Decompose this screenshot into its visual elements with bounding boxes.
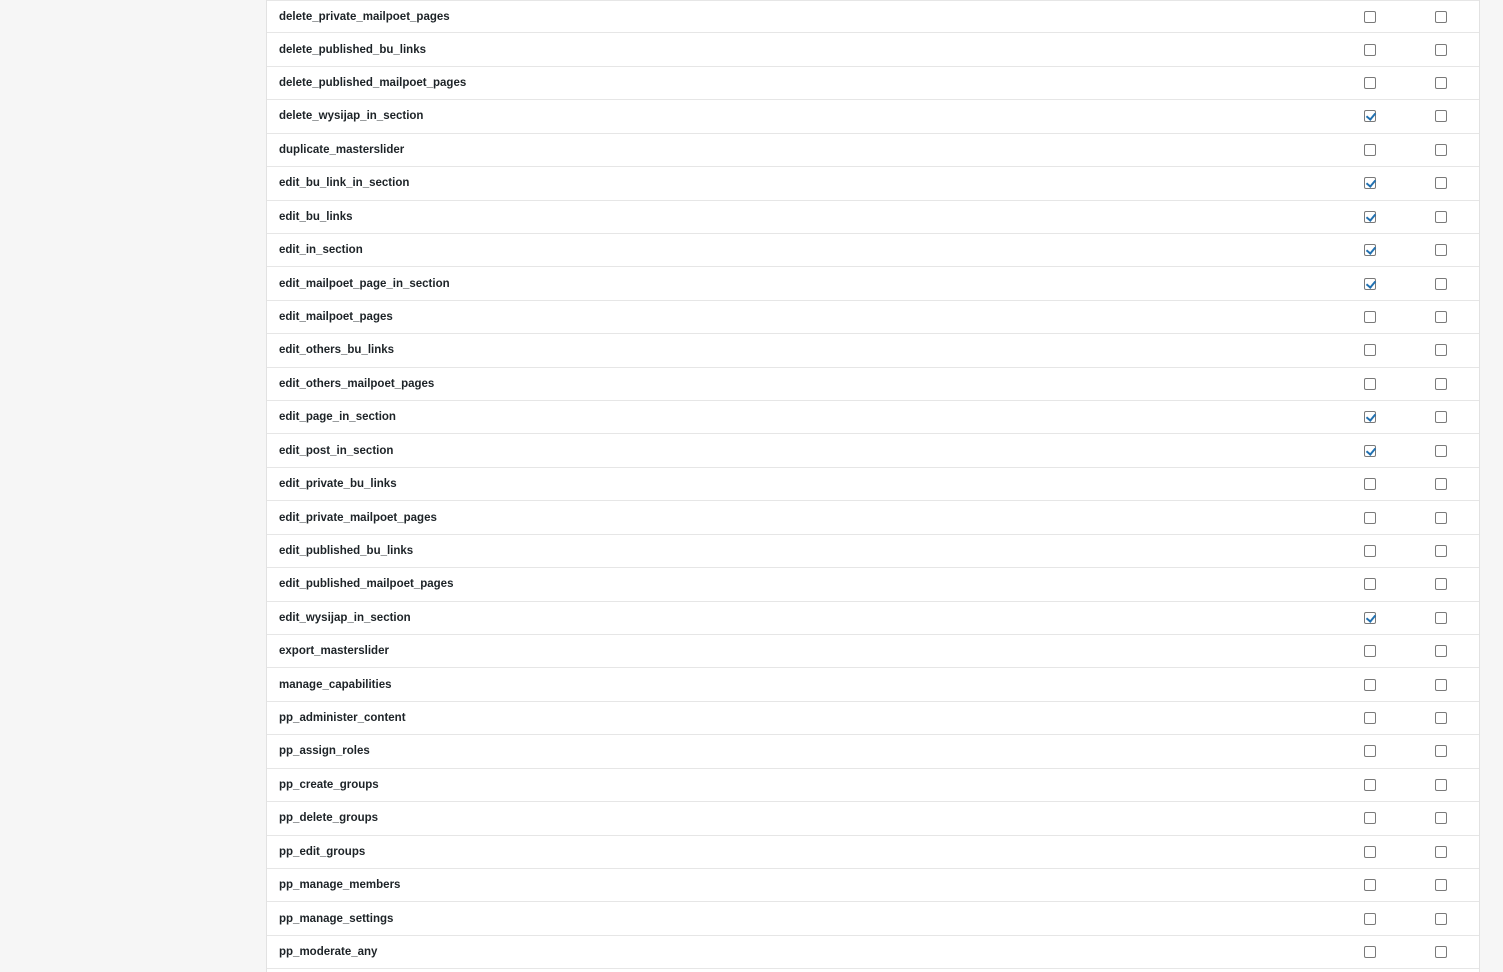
capability-row bbox=[267, 869, 1479, 902]
capability-row bbox=[267, 936, 1479, 969]
deny-checkbox[interactable] bbox=[1435, 745, 1447, 757]
deny-checkbox[interactable] bbox=[1435, 512, 1447, 524]
capability-name: pp_manage_members bbox=[279, 879, 401, 892]
grant-checkbox[interactable] bbox=[1364, 578, 1376, 590]
capability-row bbox=[267, 368, 1479, 401]
capability-row bbox=[267, 668, 1479, 701]
deny-checkbox[interactable] bbox=[1435, 110, 1447, 122]
capability-name: duplicate_masterslider bbox=[279, 143, 405, 156]
grant-checkbox[interactable] bbox=[1364, 745, 1376, 757]
deny-checkbox[interactable] bbox=[1435, 211, 1447, 223]
grant-checkbox[interactable] bbox=[1364, 278, 1376, 290]
deny-checkbox[interactable] bbox=[1435, 545, 1447, 557]
checkmark-icon bbox=[1366, 445, 1376, 456]
checkmark-icon bbox=[1366, 411, 1376, 422]
checkmark-icon bbox=[1366, 612, 1376, 623]
capability-row bbox=[267, 234, 1479, 267]
capability-row bbox=[267, 468, 1479, 501]
capability-row bbox=[267, 33, 1479, 66]
capability-row bbox=[267, 769, 1479, 802]
deny-checkbox[interactable] bbox=[1435, 946, 1447, 958]
grant-checkbox[interactable] bbox=[1364, 812, 1376, 824]
capability-row bbox=[267, 501, 1479, 534]
checkmark-icon bbox=[1366, 111, 1376, 122]
grant-checkbox[interactable] bbox=[1364, 211, 1376, 223]
capability-name: edit_page_in_section bbox=[279, 411, 396, 424]
grant-checkbox[interactable] bbox=[1364, 478, 1376, 490]
checkmark-icon bbox=[1366, 177, 1376, 188]
capability-name: edit_post_in_section bbox=[279, 444, 394, 457]
grant-checkbox[interactable] bbox=[1364, 411, 1376, 423]
grant-checkbox[interactable] bbox=[1364, 378, 1376, 390]
capability-row bbox=[267, 401, 1479, 434]
deny-checkbox[interactable] bbox=[1435, 879, 1447, 891]
deny-checkbox[interactable] bbox=[1435, 578, 1447, 590]
deny-checkbox[interactable] bbox=[1435, 411, 1447, 423]
capability-row bbox=[267, 0, 1479, 33]
deny-checkbox[interactable] bbox=[1435, 11, 1447, 23]
capability-row bbox=[267, 301, 1479, 334]
capability-name: edit_bu_links bbox=[279, 210, 353, 223]
capability-row bbox=[267, 802, 1479, 835]
capability-name: pp_assign_roles bbox=[279, 745, 370, 758]
grant-checkbox[interactable] bbox=[1364, 77, 1376, 89]
deny-checkbox[interactable] bbox=[1435, 177, 1447, 189]
capability-name: pp_administer_content bbox=[279, 712, 406, 725]
deny-checkbox[interactable] bbox=[1435, 478, 1447, 490]
grant-checkbox[interactable] bbox=[1364, 445, 1376, 457]
grant-checkbox[interactable] bbox=[1364, 144, 1376, 156]
deny-checkbox[interactable] bbox=[1435, 278, 1447, 290]
capabilities-table bbox=[266, 0, 1480, 972]
capability-name: edit_others_bu_links bbox=[279, 344, 395, 357]
capability-name: pp_moderate_any bbox=[279, 946, 378, 959]
capability-name: manage_capabilities bbox=[279, 678, 392, 691]
capability-row bbox=[267, 167, 1479, 200]
capability-name: edit_published_bu_links bbox=[279, 544, 414, 557]
capability-row bbox=[267, 568, 1479, 601]
capability-name: edit_private_mailpoet_pages bbox=[279, 511, 437, 524]
deny-checkbox[interactable] bbox=[1435, 612, 1447, 624]
capability-name: edit_mailpoet_pages bbox=[279, 311, 393, 323]
deny-checkbox[interactable] bbox=[1435, 311, 1447, 323]
grant-checkbox[interactable] bbox=[1364, 110, 1376, 122]
grant-checkbox[interactable] bbox=[1364, 612, 1376, 624]
deny-checkbox[interactable] bbox=[1435, 144, 1447, 156]
grant-checkbox[interactable] bbox=[1364, 44, 1376, 56]
capability-name: pp_manage_settings bbox=[279, 912, 394, 925]
grant-checkbox[interactable] bbox=[1364, 846, 1376, 858]
grant-checkbox[interactable] bbox=[1364, 779, 1376, 791]
capability-name: delete_private_mailpoet_pages bbox=[279, 10, 450, 23]
grant-checkbox[interactable] bbox=[1364, 712, 1376, 724]
deny-checkbox[interactable] bbox=[1435, 913, 1447, 925]
capability-row bbox=[267, 67, 1479, 100]
deny-checkbox[interactable] bbox=[1435, 244, 1447, 256]
capability-row bbox=[267, 535, 1479, 568]
deny-checkbox[interactable] bbox=[1435, 378, 1447, 390]
capability-row bbox=[267, 434, 1479, 467]
capability-row bbox=[267, 267, 1479, 300]
admin-sidebar-area bbox=[0, 0, 266, 972]
deny-checkbox[interactable] bbox=[1435, 44, 1447, 56]
deny-checkbox[interactable] bbox=[1435, 812, 1447, 824]
deny-checkbox[interactable] bbox=[1435, 846, 1447, 858]
grant-checkbox[interactable] bbox=[1364, 545, 1376, 557]
capability-row bbox=[267, 735, 1479, 768]
capability-row bbox=[267, 602, 1479, 635]
grant-checkbox[interactable] bbox=[1364, 645, 1376, 657]
capability-name: pp_create_groups bbox=[279, 778, 379, 791]
deny-checkbox[interactable] bbox=[1435, 712, 1447, 724]
capability-name: edit_mailpoet_page_in_section bbox=[279, 277, 450, 290]
capability-row bbox=[267, 100, 1479, 133]
capability-name: edit_wysijap_in_section bbox=[279, 611, 411, 624]
checkmark-icon bbox=[1366, 278, 1376, 289]
capability-name: edit_bu_link_in_section bbox=[279, 177, 410, 190]
grant-checkbox[interactable] bbox=[1364, 177, 1376, 189]
capability-name: edit_published_mailpoet_pages bbox=[279, 578, 454, 591]
capability-name: delete_published_bu_links bbox=[279, 43, 426, 56]
capability-row bbox=[267, 836, 1479, 869]
capability-name: edit_in_section bbox=[279, 244, 363, 257]
capability-name: edit_private_bu_links bbox=[279, 478, 397, 491]
capability-row bbox=[267, 134, 1479, 167]
capability-name: edit_others_mailpoet_pages bbox=[279, 377, 435, 390]
grant-checkbox[interactable] bbox=[1364, 512, 1376, 524]
deny-checkbox[interactable] bbox=[1435, 679, 1447, 691]
capability-row bbox=[267, 201, 1479, 234]
deny-checkbox[interactable] bbox=[1435, 77, 1447, 89]
deny-checkbox[interactable] bbox=[1435, 645, 1447, 657]
grant-checkbox[interactable] bbox=[1364, 311, 1376, 323]
capability-row bbox=[267, 334, 1479, 367]
deny-checkbox[interactable] bbox=[1435, 445, 1447, 457]
capability-row bbox=[267, 702, 1479, 735]
capability-name: export_masterslider bbox=[279, 645, 389, 658]
grant-checkbox[interactable] bbox=[1364, 244, 1376, 256]
capability-name: pp_delete_groups bbox=[279, 812, 379, 825]
capability-row bbox=[267, 902, 1479, 935]
capability-name: delete_wysijap_in_section bbox=[279, 110, 424, 123]
grant-checkbox[interactable] bbox=[1364, 344, 1376, 356]
grant-checkbox[interactable] bbox=[1364, 11, 1376, 23]
capability-name: delete_published_mailpoet_pages bbox=[279, 77, 467, 90]
deny-checkbox[interactable] bbox=[1435, 344, 1447, 356]
capability-row bbox=[267, 635, 1479, 668]
checkmark-icon bbox=[1366, 244, 1376, 255]
deny-checkbox[interactable] bbox=[1435, 779, 1447, 791]
grant-checkbox[interactable] bbox=[1364, 946, 1376, 958]
grant-checkbox[interactable] bbox=[1364, 879, 1376, 891]
grant-checkbox[interactable] bbox=[1364, 913, 1376, 925]
checkmark-icon bbox=[1366, 211, 1376, 222]
grant-checkbox[interactable] bbox=[1364, 679, 1376, 691]
capability-name: pp_edit_groups bbox=[279, 845, 366, 858]
